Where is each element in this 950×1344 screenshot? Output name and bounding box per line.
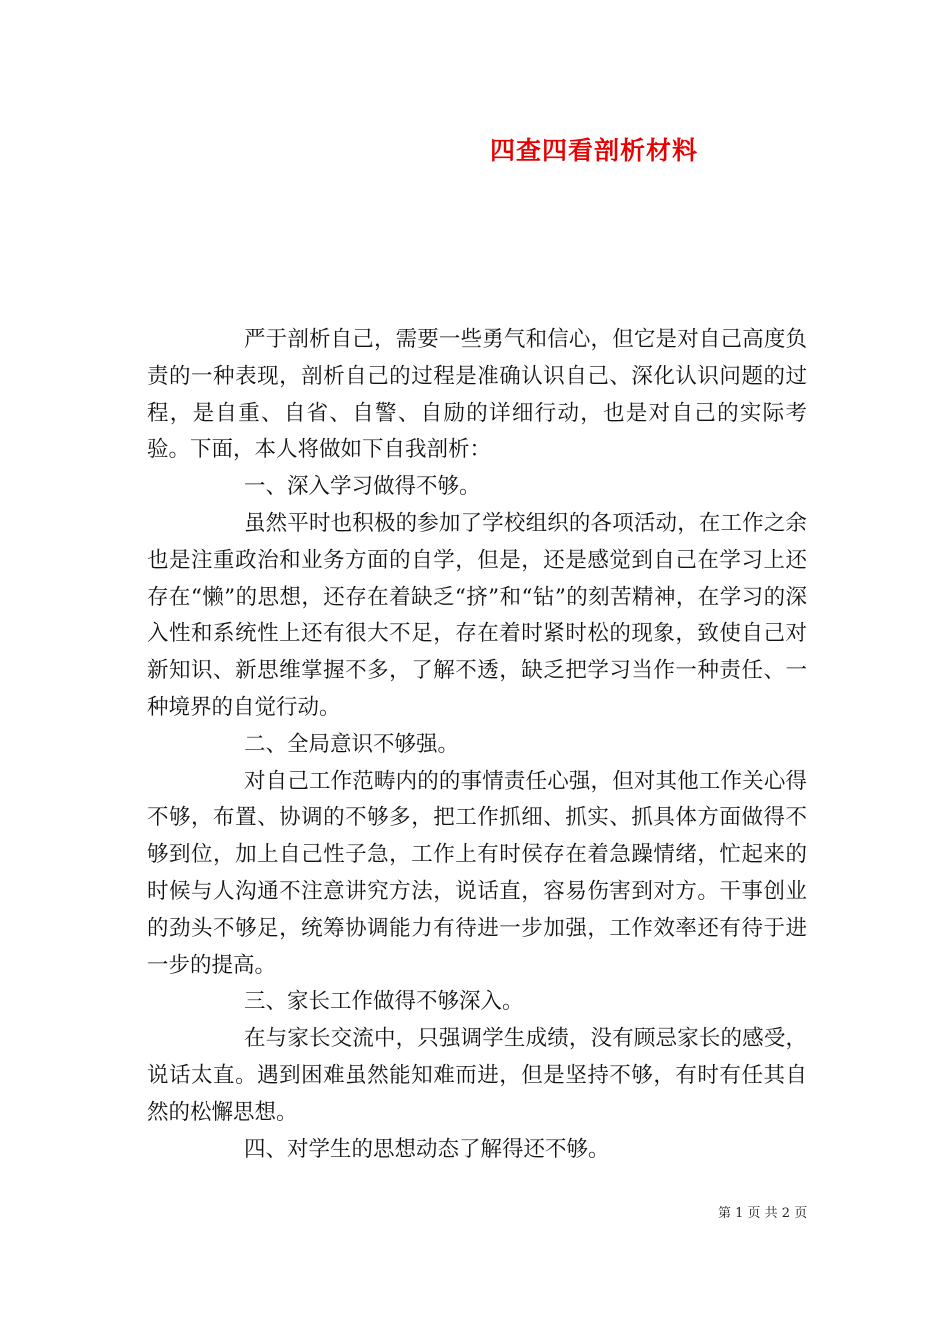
page-title: 四查四看剖析材料 (490, 136, 699, 165)
document-body (147, 322, 807, 1168)
intro-paragraph: 严于剖析自己，需要一些勇气和信心，但它是对自己高度负责的一种表现，剖析自己的过程是准确认识自己、深化认识问题的过程，是自重、自省、自警、自励的详细行动，也是对自己的实际考验。下面，本人将做如下自我剖析： (147, 327, 807, 463)
section-body-3: 在与家长交流中，只强调学生成绩，没有顾忌家长的感受，说话太直。遇到困难虽然能知难而进，但是坚持不够，有时有任其自然的松懈思想。 (147, 1026, 807, 1125)
section-heading-4: 四、对学生的思想动态了解得还不够。 (244, 1136, 610, 1162)
section-heading-2: 二、全局意识不够强。 (244, 731, 460, 757)
page-number: 第 1 页 共 2 页 (718, 1206, 808, 1221)
section-heading-3: 三、家长工作做得不够深入。 (244, 989, 524, 1015)
section-heading-1: 一、深入学习做得不够。 (244, 474, 481, 500)
section-body-1: 虽然平时也积极的参加了学校组织的各项活动，在工作之余也是注重政治和业务方面的自学，但是，还是感觉到自己在学习上还存在“懒”的思想，还存在着缺乏“挤”和“钻”的刻苦精神，在学习的深入性和系统性上还有很大不足，存在着时紧时松的现象，致使自己对新知识、新思维掌握不多，了解不透，缺乏把学习当作一种责任、一种境界的自觉行动。 (147, 510, 807, 720)
section-body-2: 对自己工作范畴内的的事情责任心强，但对其他工作关心得不够，布置、协调的不够多，把工作抓细、抓实、抓具体方面做得不够到位，加上自己性子急，工作上有时侯存在着急躁情绪，忙起来的时候与人沟通不注意讲究方法，说话直，容易伤害到对方。干事创业的劲头不够足，统筹协调能力有待进一步加强，工作效率还有待于进一步的提高。 (147, 768, 807, 978)
